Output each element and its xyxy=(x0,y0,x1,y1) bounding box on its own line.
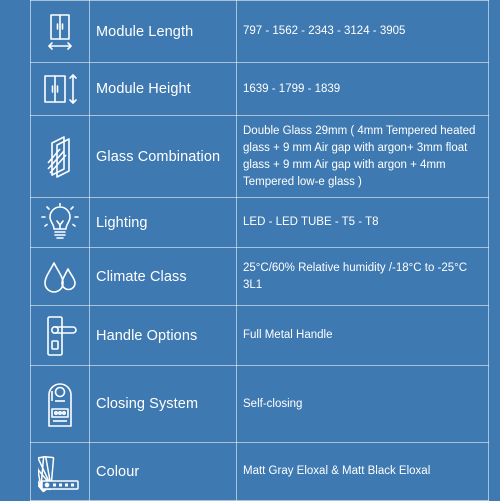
spec-value: Matt Gray Eloxal & Matt Black Eloxal xyxy=(237,443,489,501)
spec-value: 25°C/60% Relative humidity /-18°C to -25°C 3L1 xyxy=(237,248,489,306)
spec-label: Glass Combination xyxy=(90,116,237,198)
glass-combination-icon xyxy=(40,135,80,179)
spec-row-glass-combination xyxy=(31,116,489,198)
spec-label: Module Height xyxy=(90,63,237,116)
spec-row-handle-options xyxy=(31,306,489,366)
module-length-icon xyxy=(43,12,77,52)
specification-table xyxy=(30,0,489,501)
spec-label: Colour xyxy=(90,443,237,501)
spec-row-lighting xyxy=(31,198,489,248)
spec-row-colour xyxy=(31,443,489,501)
spec-label: Lighting xyxy=(90,198,237,248)
icon-cell xyxy=(31,1,90,63)
water-drops-icon xyxy=(40,259,80,295)
color-swatch-icon xyxy=(38,451,82,493)
spec-label: Closing System xyxy=(90,366,237,443)
icon-cell xyxy=(31,198,90,248)
spec-label: Climate Class xyxy=(90,248,237,306)
light-bulb-icon xyxy=(39,203,81,243)
spec-row-module-length xyxy=(31,1,489,63)
spec-value: Double Glass 29mm ( 4mm Tempered heated glass + 9 mm Air gap with argon+ 3mm float glass + 9 mm Air gap with argon + 4mm Tempered low-e glass ) xyxy=(237,116,489,198)
spec-row-module-height xyxy=(31,63,489,116)
spec-value: Self-closing xyxy=(237,366,489,443)
spec-row-closing-system xyxy=(31,366,489,443)
icon-cell xyxy=(31,63,90,116)
spec-value: 1639 - 1799 - 1839 xyxy=(237,63,489,116)
door-handle-icon xyxy=(40,314,80,358)
spec-label: Handle Options xyxy=(90,306,237,366)
module-height-icon xyxy=(40,71,80,107)
door-hanger-icon xyxy=(42,379,78,429)
icon-cell xyxy=(31,248,90,306)
icon-cell xyxy=(31,366,90,443)
spec-value: Full Metal Handle xyxy=(237,306,489,366)
icon-cell xyxy=(31,116,90,198)
spec-value: LED - LED TUBE - T5 - T8 xyxy=(237,198,489,248)
spec-label: Module Length xyxy=(90,1,237,63)
icon-cell xyxy=(31,306,90,366)
spec-row-climate-class xyxy=(31,248,489,306)
spec-value: 797 - 1562 - 2343 - 3124 - 3905 xyxy=(237,1,489,63)
icon-cell xyxy=(31,443,90,501)
